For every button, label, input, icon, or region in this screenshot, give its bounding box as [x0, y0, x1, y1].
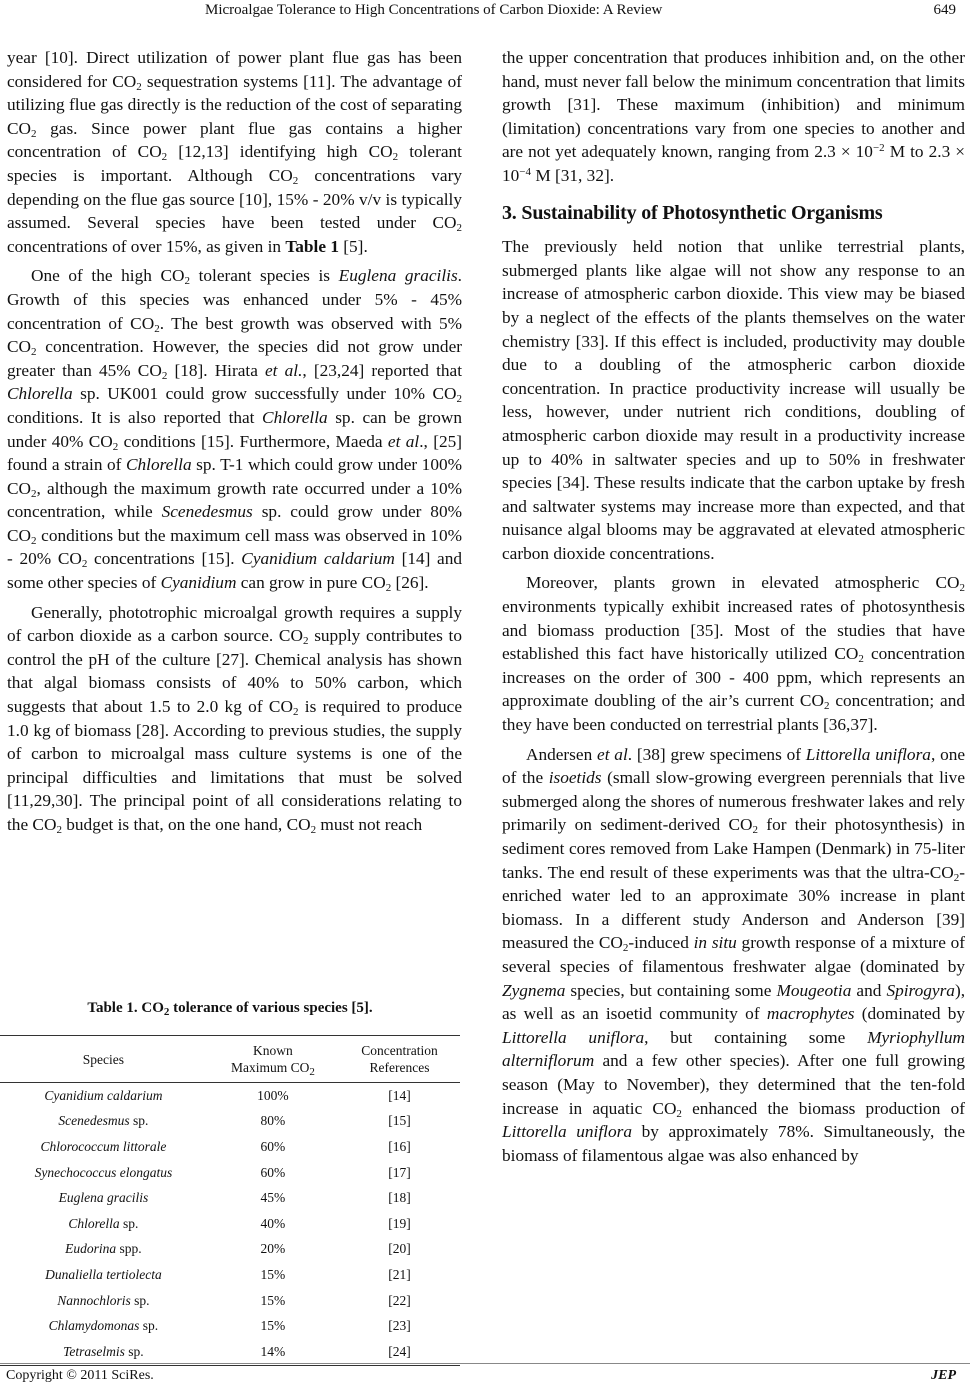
max-co2-cell: 15%: [260, 1318, 286, 1334]
reference-cell: [22]: [388, 1292, 411, 1308]
species-cell: Chlorococcum littorale: [40, 1138, 167, 1154]
species-table-block: [0, 1000, 460, 1366]
max-co2-cell: 20%: [260, 1241, 286, 1257]
paragraph: Andersen et al. [38] grew specimens of Littorella uniflora, one of the isoetids (small slow-growing evergreen perennials that live submerged along the shores of numerous freshwater lakes and rely primarily on sediment-derived $CO_2$ for their photosynthesis) in sediment cores removed from Lake Hampen (Denmark) in 75-liter tanks. The end result of these experiments was that the ultra-$CO_2$-enriched water led to an approximate 30% increase in plant biomass. In a different study Anderson and Anderson [39] measured the $CO_2$-induced in situ growth response of a mixture of several species of filamentous freshwater algae (dominated by Zygnema species, but containing some Mougeotia and Spirogyra), as well as an isoetid community of macrophytes (dominated by Littorella uniflora, but containing some Myriophyllum alterniflorum and a few other species). After one full growing season (May to November), they determined that the ten-fold increase in aquatic $CO_2$ enhanced the biomass production of Littorella uniflora by approximately 78%. Simultaneously, the biomass of filamentous algae was also enhanced by: [502, 744, 966, 1165]
running-title: Microalgae Tolerance to High Concentrations of Carbon Dioxide: A Review: [205, 2, 663, 18]
table-row: [0, 1262, 460, 1288]
table-row: [0, 1160, 460, 1186]
max-co2-cell: 60%: [260, 1164, 286, 1180]
table-row: [0, 1211, 460, 1237]
max-co2-cell: 40%: [260, 1215, 286, 1231]
max-co2-cell: 100%: [257, 1087, 289, 1103]
table-row: [0, 1339, 460, 1365]
copyright-notice: Copyright © 2011 SciRes.: [6, 1368, 154, 1383]
max-co2-cell: 45%: [260, 1190, 286, 1206]
table-header-row: [0, 1036, 460, 1083]
col-header-references: Concentration References: [361, 1043, 438, 1075]
species-cell: Chlorella sp.: [68, 1215, 139, 1231]
page-number: 649: [933, 2, 956, 18]
reference-cell: [19]: [388, 1215, 411, 1231]
species-cell: Nannochloris sp.: [57, 1292, 150, 1308]
paragraph: the upper concentration that produces inhibition and, on the other hand, must never fall below the minimum concentration that limits growth [31]. These maximum (inhibition) and minimum (limitation) concentrations vary from one species to another and are not yet adequately known, ranging from $2.3 \times 10^{-2}$ M to $2.3 \times 10^{-4}$ M [31, 32].: [502, 48, 965, 185]
species-cell: Chlamydomonas sp.: [48, 1318, 159, 1334]
table-row: [0, 1134, 460, 1160]
col-header-known-max: Known Maximum $CO_2$: [230, 1043, 315, 1078]
table-row: [0, 1083, 460, 1109]
species-cell: Synechococcus elongatus: [34, 1164, 173, 1180]
page-footer: [0, 1363, 970, 1384]
reference-cell: [18]: [388, 1190, 411, 1206]
paragraph: Moreover, plants grown in elevated atmospheric $CO_2$ environments typically exhibit increased rates of photosynthesis and biomass production [35]. Most of the studies that have established this fact have historically utilized $CO_2$ concentration increases on the order of 300 - 400 ppm, which represents an approximate doubling of the air’s current $CO_2$ concentration; and they have been conducted on terrestrial plants [36,37].: [502, 573, 965, 735]
max-co2-cell: 80%: [260, 1113, 286, 1129]
species-cell: Scenedesmus sp.: [58, 1113, 149, 1129]
right-column: [502, 46, 965, 1167]
reference-cell: [20]: [388, 1241, 411, 1257]
reference-cell: [21]: [388, 1266, 411, 1282]
species-cell: Cyanidium caldarium: [44, 1087, 163, 1103]
reference-cell: [16]: [388, 1138, 411, 1154]
reference-cell: [17]: [388, 1164, 411, 1180]
max-co2-cell: 14%: [260, 1343, 286, 1359]
reference-cell: [24]: [388, 1343, 411, 1359]
table-reference: Table 1: [285, 236, 339, 256]
col-header-species: Species: [82, 1051, 125, 1067]
reference-cell: [15]: [388, 1113, 411, 1129]
co2-tolerance-table: [0, 1035, 460, 1366]
paragraph: year [10]. Direct utilization of power plant flue gas has been considered for $CO_2$ sequestration systems [11]. The advantage of utilizing flue gas directly is the reduction of the cost of separating $CO_2$ gas. Since power plant flue gas contains a higher concentration of $CO_2$ [12,13] identifying high $CO_2$ tolerant species is important. Although $CO_2$ concentrations vary depending on the flue gas source [10], 15% - 20% v/v is typically assumed. Several species have been tested under $CO_2$ concentrations of over 15%, as given in Table 1 [5].: [7, 48, 463, 256]
paragraph: Generally, phototrophic microalgal growth requires a supply of carbon dioxide as a carbon source. $CO_2$ supply contributes to control the pH of the culture [27]. Chemical analysis has shown that algal biomass consists of 40% to 50% carbon, which suggests that about 1.5 to 2.0 kg of $CO_2$ is required to produce 1.0 kg of biomass [28]. According to previous studies, the supply of carbon to microalgal mass culture systems is one of the principal difficulties and limitations that must be solved [11,29,30]. The principal point of all considerations relating to the $CO_2$ budget is that, on the one hand, $CO_2$ must not reach: [7, 602, 462, 836]
table-caption: Table 1. $CO_2$ tolerance of various species [5].: [87, 1000, 373, 1018]
table-row: [0, 1109, 460, 1135]
species-cell: Dunaliella tertiolecta: [45, 1266, 162, 1282]
paragraph: One of the high $CO_2$ tolerant species is Euglena gracilis. Growth of this species was enhanced under 5% - 45% concentration of $CO_2$. The best growth was observed with 5% $CO_2$ concentration. However, the species did not grow under greater than 45% $CO_2$ [18]. Hirata et al., [23,24] reported that Chlorella sp. UK001 could grow successfully under 10% $CO_2$ conditions. It is also reported that Chlorella sp. can be grown under 40% $CO_2$ conditions [15]. Furthermore, Maeda et al., [25] found a strain of Chlorella sp. T-1 which could grow under 100% $CO_2$, although the maximum growth rate occurred under a 10% concentration, while Scenedesmus sp. could grow under 80% $CO_2$ conditions but the maximum cell mass was observed in 10% - 20% $CO_2$ concentrations [15]. Cyanidium caldarium [14] and some other species of Cyanidium can grow in pure $CO_2$ [26].: [7, 266, 463, 595]
max-co2-cell: 15%: [260, 1292, 286, 1308]
table-row: [0, 1237, 460, 1263]
left-column: [7, 46, 462, 837]
running-header: [0, 0, 970, 22]
max-co2-cell: 60%: [260, 1138, 286, 1154]
table-row: [0, 1185, 460, 1211]
species-cell: Eudorina spp.: [65, 1241, 142, 1257]
species-cell: Euglena gracilis: [58, 1190, 149, 1206]
paragraph: The previously held notion that unlike terrestrial plants, submerged plants like algae will not show any response to an increase of atmospheric carbon dioxide. This view may be biased by a neglect of the effects of the plants themselves on the water chemistry [33]. If this effect is included, productivity may double due to a doubling of the atmospheric carbon dioxide concentration. In practice productivity increase will usually be less, however, under nutrient rich conditions, doubling of atmospheric carbon dioxide may result in a productivity increase up to 40% in saltwater species and up to 50% in freshwater species [34]. These results indicate that the carbon uptake by fresh and saltwater systems may increase more than expected, and that nuisance algal blooms may be aggravated at elevated atmospheric carbon dioxide concentrations.: [502, 237, 965, 563]
reference-cell: [23]: [388, 1318, 411, 1334]
reference-cell: [14]: [388, 1087, 411, 1103]
table-row: [0, 1313, 460, 1339]
species-cell: Tetraselmis sp.: [63, 1343, 144, 1359]
max-co2-cell: 15%: [260, 1266, 286, 1282]
journal-name: JEP: [931, 1368, 956, 1383]
section-heading: 3. Sustainability of Photosynthetic Organisms: [502, 201, 883, 224]
table-row: [0, 1288, 460, 1314]
